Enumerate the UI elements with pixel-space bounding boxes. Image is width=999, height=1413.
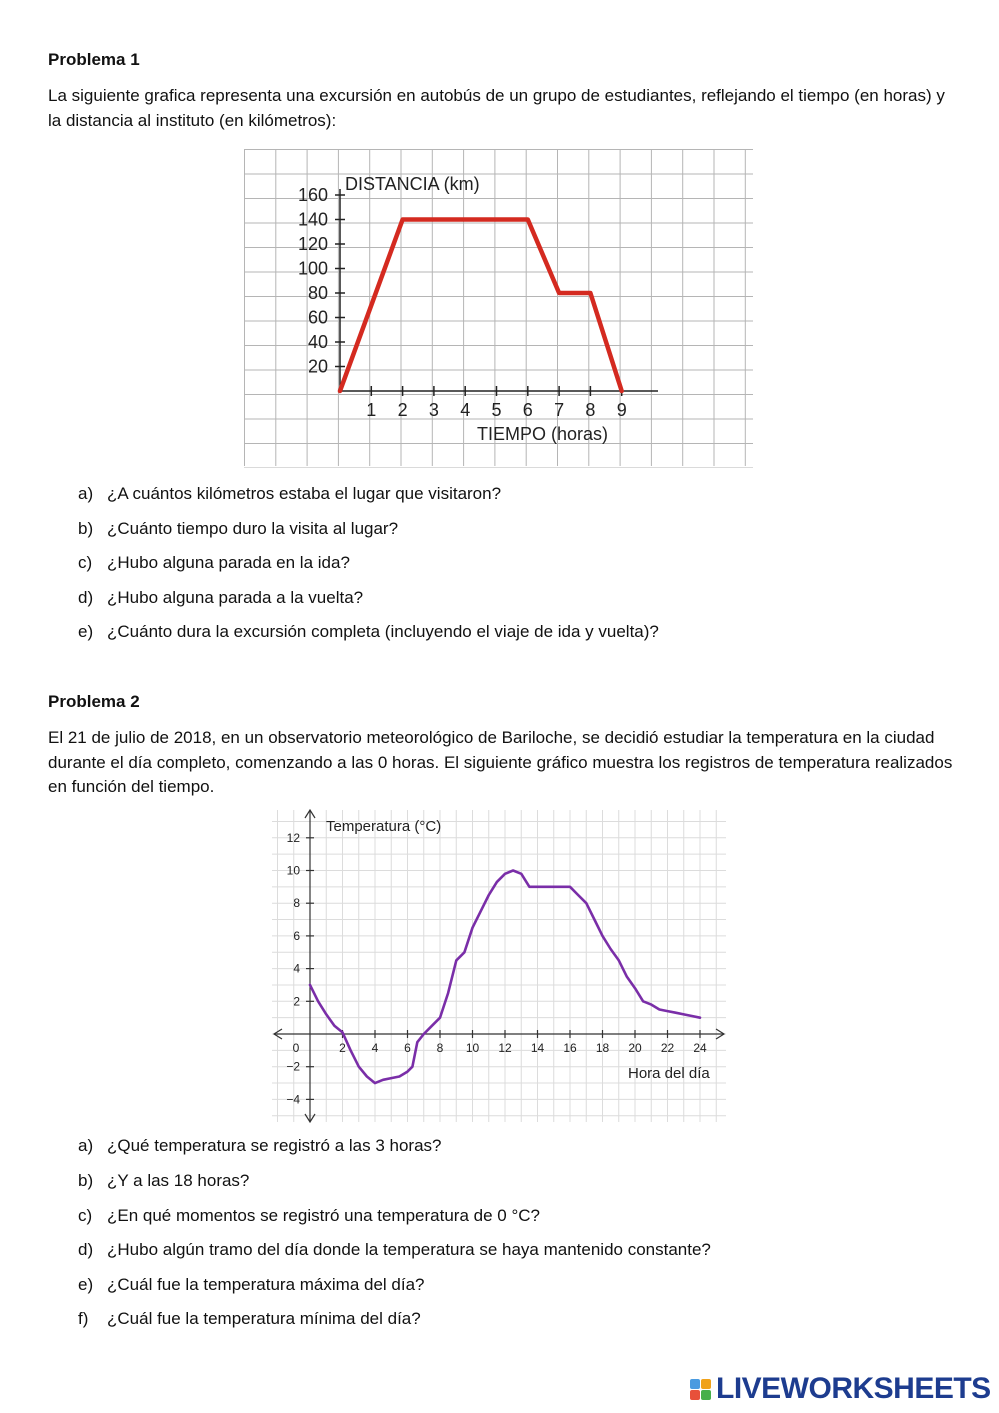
y-tick-label: 140 — [297, 209, 328, 230]
y-tick-label: 60 — [307, 307, 328, 328]
distance-line — [340, 220, 622, 392]
question-text: ¿En qué momentos se registró una temperatura de 0 °C? — [107, 1206, 540, 1225]
x-tick-label: 24 — [693, 1041, 707, 1055]
x-tick-label: 12 — [498, 1041, 512, 1055]
distance-time-chart — [243, 148, 755, 468]
question-1b — [78, 519, 398, 539]
x-tick-label: 14 — [530, 1041, 545, 1055]
question-text: ¿Cuánto tiempo duro la visita al lugar? — [107, 519, 399, 538]
question-label: e) — [78, 1275, 94, 1294]
x-tick-label: 22 — [660, 1041, 675, 1055]
problem2-title: Problema 2 — [48, 692, 140, 711]
x-tick-label: 2 — [397, 400, 408, 420]
y-tick-label: 6 — [293, 928, 300, 943]
question-2c — [78, 1206, 540, 1226]
liveworksheets-logo — [690, 1372, 991, 1406]
y-tick-label: 4 — [293, 961, 300, 976]
y-tick-label: −4 — [286, 1092, 300, 1107]
y-tick-label: 2 — [293, 994, 300, 1009]
x-tick-label: 0 — [292, 1041, 300, 1055]
x-tick-label: 8 — [585, 400, 596, 420]
question-1e — [78, 622, 659, 642]
x-tick-label: 10 — [465, 1041, 480, 1055]
y-tick-label: 40 — [307, 332, 328, 352]
x-tick-label: 5 — [491, 400, 502, 420]
question-label: c) — [78, 1206, 93, 1225]
x-tick-label: 18 — [595, 1041, 610, 1055]
question-text: ¿Cuál fue la temperatura máxima del día? — [107, 1275, 425, 1294]
question-2e — [78, 1275, 425, 1295]
x-tick-label: 6 — [522, 400, 533, 420]
logo-square — [690, 1379, 700, 1389]
logo-square — [701, 1390, 711, 1400]
question-label: c) — [78, 553, 93, 572]
question-1c — [78, 553, 350, 573]
y-axis-title: DISTANCIA (km) — [345, 174, 480, 194]
question-2b — [78, 1171, 249, 1191]
question-2f — [78, 1309, 421, 1329]
question-label: b) — [78, 519, 94, 538]
question-label: a) — [78, 484, 94, 503]
tick-marks — [335, 195, 622, 396]
x-tick-label: 2 — [339, 1041, 346, 1055]
y-tick-label: 100 — [297, 258, 328, 279]
problem1-intro: La siguiente grafica representa una excursión en autobús de un grupo de estudiantes, reflejando el tiempo (en horas) y la distancia al instituto (en kilómetros): — [48, 86, 945, 130]
x-tick-label: 4 — [371, 1041, 379, 1055]
y-tick-label: 8 — [293, 896, 300, 911]
question-text: ¿Y a las 18 horas? — [107, 1171, 250, 1190]
y-tick-label: 10 — [286, 863, 300, 878]
question-2a — [78, 1136, 442, 1156]
question-text: ¿Hubo alguna parada en la ida? — [107, 553, 350, 572]
series-distance — [340, 220, 622, 392]
x-tick-label: 4 — [460, 400, 471, 420]
question-text: ¿Cuál fue la temperatura mínima del día? — [107, 1309, 421, 1328]
x-tick-label: 1 — [366, 400, 377, 420]
question-1d — [78, 588, 363, 608]
question-label: f) — [78, 1309, 89, 1328]
x-tick-label: 9 — [616, 400, 627, 420]
question-text: ¿Cuánto dura la excursión completa (incluyendo el viaje de ida y vuelta)? — [107, 622, 659, 641]
question-text: ¿Qué temperatura se registró a las 3 horas? — [107, 1136, 442, 1155]
problem2-intro: El 21 de julio de 2018, en un observatorio meteorológico de Bariloche, se decidió estudiar la temperatura en la ciudad durante el día completo, comenzando a las 0 horas. El siguiente gráfico muestra los registros de temperatura realizados en función del tiempo. — [48, 728, 953, 796]
y-tick-label: 120 — [297, 234, 328, 254]
y-tick-label: 12 — [286, 830, 300, 845]
y-axis-title: Temperatura (°C) — [326, 818, 442, 835]
y-tick-label: 80 — [307, 283, 328, 303]
x-tick-label: 7 — [554, 400, 565, 420]
x-tick-label: 8 — [436, 1041, 444, 1055]
y-tick-label: 20 — [307, 356, 328, 377]
logo-square — [701, 1379, 711, 1389]
logo-square — [690, 1390, 700, 1400]
question-2d — [78, 1240, 711, 1260]
x-tick-label: 16 — [563, 1041, 577, 1055]
question-text: ¿Hubo alguna parada a la vuelta? — [107, 588, 364, 607]
question-1a — [78, 484, 501, 504]
x-tick-label: 20 — [628, 1041, 642, 1055]
question-text: ¿Hubo algún tramo del día donde la temperatura se haya mantenido constante? — [107, 1240, 711, 1259]
y-tick-label: −2 — [286, 1059, 300, 1074]
logo-mark-icon — [690, 1377, 714, 1401]
question-label: a) — [78, 1136, 94, 1155]
x-axis-title: TIEMPO (horas) — [477, 424, 609, 444]
x-tick-label: 6 — [404, 1041, 411, 1055]
temperature-chart — [270, 808, 730, 1126]
question-label: d) — [78, 1240, 94, 1259]
x-axis-title: Hora del día — [628, 1065, 710, 1082]
y-tick-label: 160 — [297, 185, 328, 205]
logo-text: LIVEWORKSHEETS — [716, 1372, 991, 1405]
question-label: e) — [78, 622, 94, 641]
x-tick-label: 3 — [428, 400, 439, 420]
problem1-title: Problema 1 — [48, 50, 140, 69]
question-text: ¿A cuántos kilómetros estaba el lugar que visitaron? — [107, 484, 502, 503]
question-label: b) — [78, 1171, 94, 1190]
question-label: d) — [78, 588, 94, 607]
